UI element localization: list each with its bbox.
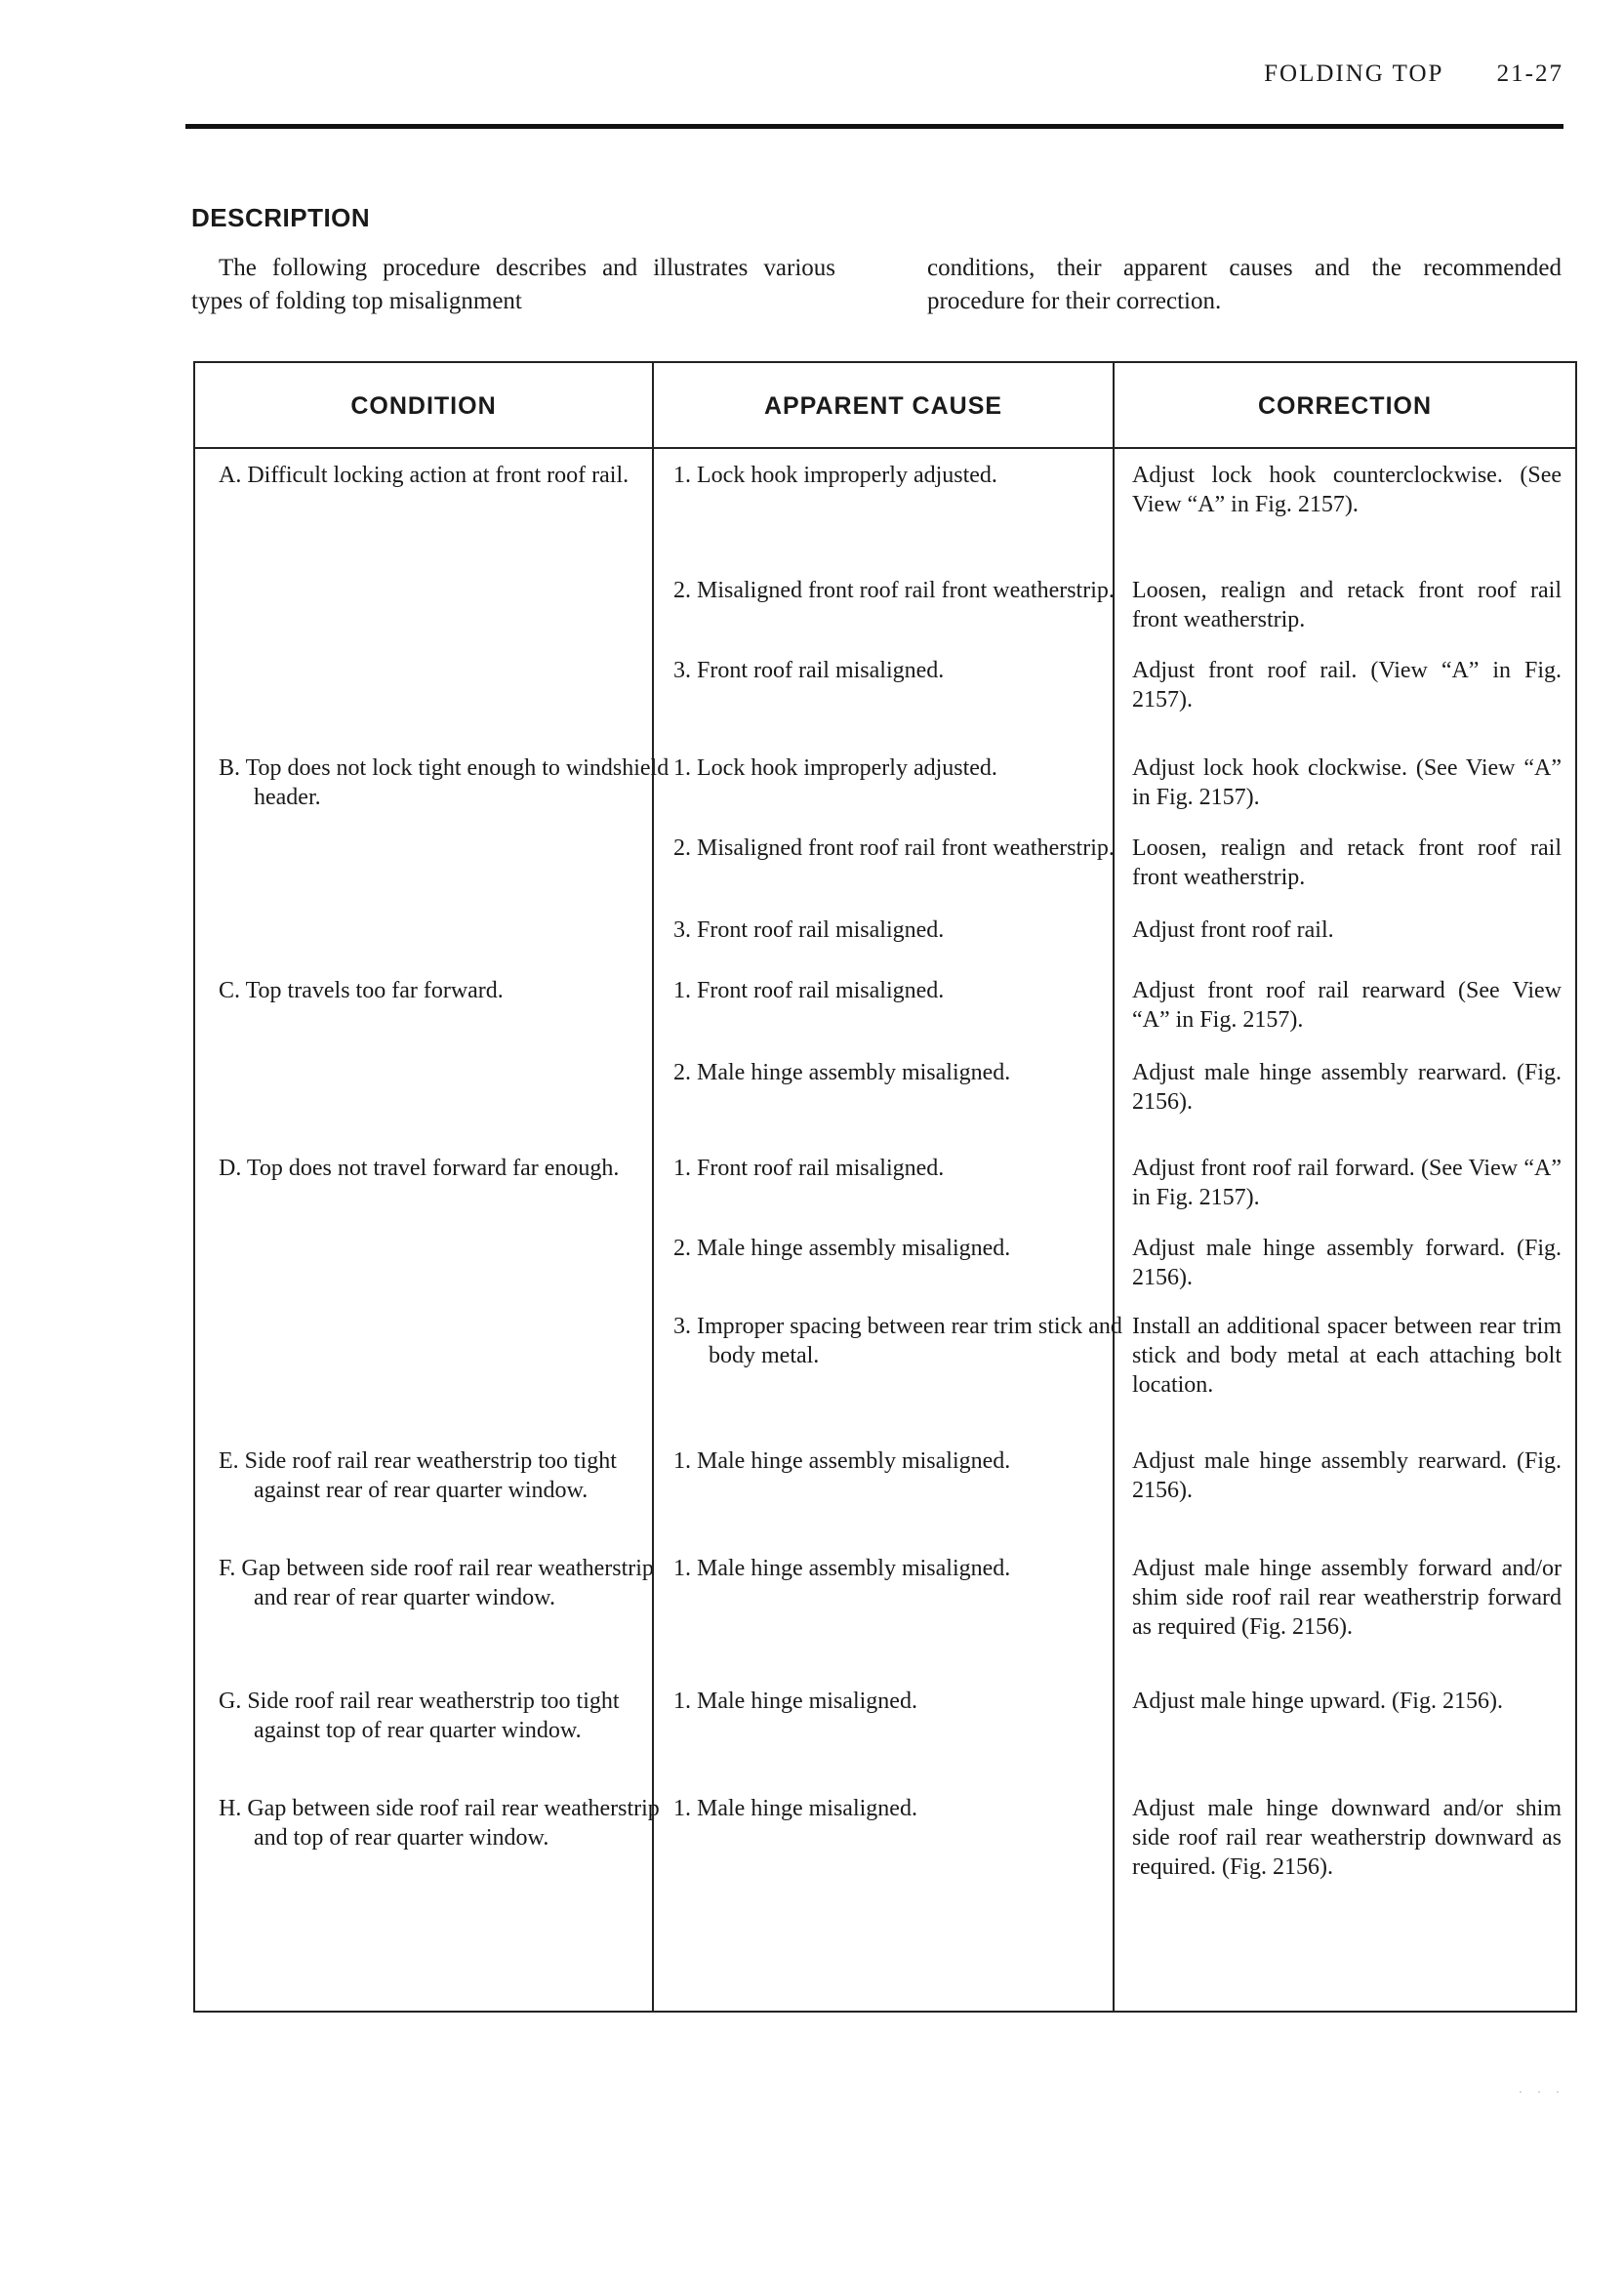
correction-header: CORRECTION (1257, 392, 1433, 420)
cause-cell: 1. Male hinge assembly misaligned. (673, 1556, 1011, 1581)
correction-cell: Adjust front roof rail. (View “A” in Fig. 2157). (1132, 658, 1562, 712)
cause-cell: 1. Lock hook improperly adjusted. (673, 463, 997, 488)
cause-cell: 1. Male hinge misaligned. (673, 1689, 917, 1714)
condition-cell: B. Top does not lock tight enough to windshield header. (219, 755, 670, 810)
cause-cell: 2. Male hinge assembly misaligned. (673, 1060, 1011, 1085)
header-divider (195, 447, 1575, 449)
correction-cell: Adjust front roof rail forward. (See View “A” in Fig. 2157). (1132, 1156, 1562, 1210)
condition-cell: H. Gap between side roof rail rear weatherstrip and top of rear quarter window. (219, 1796, 660, 1851)
column-divider (652, 363, 654, 2011)
header-rule (185, 124, 1563, 129)
correction-cell: Loosen, realign and retack front roof rail front weatherstrip. (1132, 835, 1562, 890)
correction-cell: Adjust male hinge assembly forward and/or shim side roof rail rear weatherstrip forward as required (Fig. 2156). (1132, 1556, 1562, 1640)
condition-cell: F. Gap between side roof rail rear weatherstrip and rear of rear quarter window. (219, 1556, 654, 1610)
condition-cell: C. Top travels too far forward. (219, 978, 504, 1003)
correction-cell: Adjust front roof rail. (1132, 917, 1334, 943)
cause-cell: 2. Misaligned front roof rail front weatherstrip. (673, 835, 1115, 861)
correction-cell: Adjust lock hook counterclockwise. (See View “A” in Fig. 2157). (1132, 463, 1562, 517)
page-header (1264, 61, 1563, 88)
condition-cell: E. Side roof rail rear weatherstrip too tight against rear of rear quarter window. (219, 1448, 617, 1503)
troubleshooting-table (193, 361, 1577, 2013)
cause-cell: 3. Front roof rail misaligned. (673, 658, 945, 683)
description-text-right: conditions, their apparent causes and the recommended procedure for their correction. (927, 255, 1562, 314)
correction-cell: Adjust front roof rail rearward (See View “A” in Fig. 2157). (1132, 978, 1562, 1033)
cause-cell: 1. Front roof rail misaligned. (673, 978, 945, 1003)
condition-cell: G. Side roof rail rear weatherstrip too tight against top of rear quarter window. (219, 1689, 620, 1743)
condition-cell: D. Top does not travel forward far enough. (219, 1156, 620, 1181)
cause-cell: 3. Front roof rail misaligned. (673, 917, 945, 943)
correction-cell: Adjust male hinge assembly rearward. (Fig. 2156). (1132, 1060, 1562, 1115)
apparent-cause-header: APPARENT CAUSE (763, 392, 1003, 420)
description-text-left: The following procedure describes and illustrates various types of folding top misalignment (191, 255, 835, 314)
correction-cell: Adjust male hinge assembly rearward. (Fig. 2156). (1132, 1448, 1562, 1503)
cause-cell: 2. Male hinge assembly misaligned. (673, 1236, 1011, 1261)
cause-cell: 1. Male hinge assembly misaligned. (673, 1448, 1011, 1474)
cause-cell: 1. Lock hook improperly adjusted. (673, 755, 997, 781)
description-heading: DESCRIPTION (191, 203, 371, 232)
correction-cell: Adjust male hinge downward and/or shim side roof rail rear weatherstrip downward as required. (Fig. 2156). (1132, 1796, 1562, 1880)
cause-cell: 2. Misaligned front roof rail front weatherstrip. (673, 578, 1115, 603)
correction-cell: Loosen, realign and retack front roof rail front weatherstrip. (1132, 578, 1562, 632)
correction-cell: Adjust male hinge upward. (Fig. 2156). (1132, 1689, 1503, 1714)
cause-cell: 1. Male hinge misaligned. (673, 1796, 917, 1821)
cause-cell: 1. Front roof rail misaligned. (673, 1156, 945, 1181)
page-number: 21-27 (1496, 61, 1563, 87)
section-title: FOLDING TOP (1264, 61, 1444, 87)
cause-cell: 3. Improper spacing between rear trim stick and body metal. (673, 1314, 1122, 1368)
column-divider (1113, 363, 1115, 2011)
condition-cell: A. Difficult locking action at front roof rail. (219, 463, 629, 488)
correction-cell: Adjust lock hook clockwise. (See View “A” in Fig. 2157). (1132, 755, 1562, 810)
page-mark: · · · (1519, 2085, 1565, 2098)
correction-cell: Install an additional spacer between rear trim stick and body metal at each attaching bolt location. (1132, 1314, 1562, 1398)
condition-header: CONDITION (350, 392, 497, 420)
correction-cell: Adjust male hinge assembly forward. (Fig. 2156). (1132, 1236, 1562, 1290)
